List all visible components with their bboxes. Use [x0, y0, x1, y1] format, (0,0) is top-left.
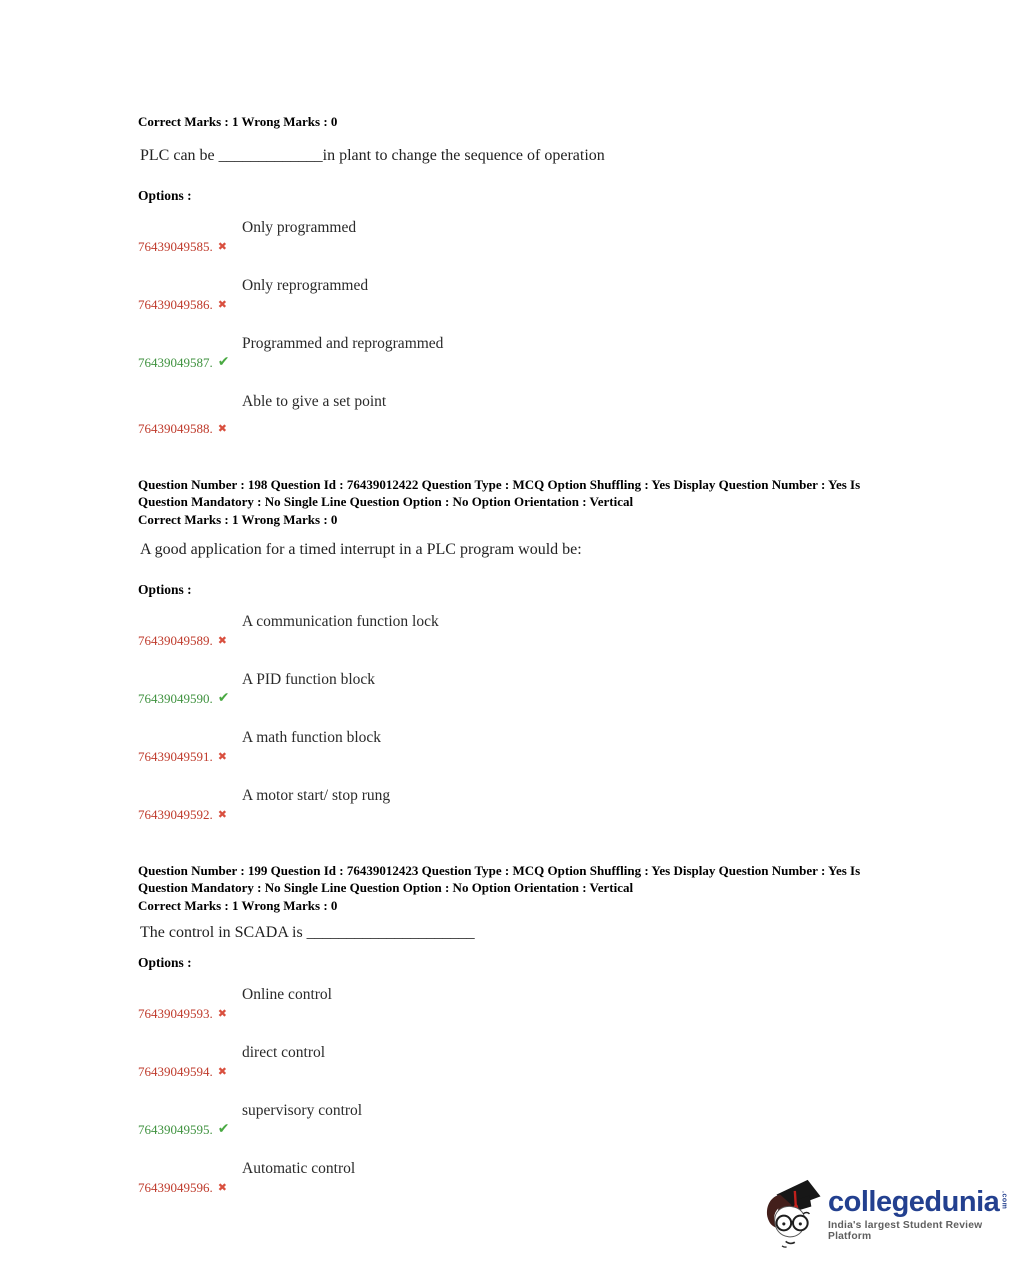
- cross-icon: ✖: [217, 1181, 227, 1194]
- option-label: Only reprogrammed: [242, 277, 369, 294]
- question-header-line2: Question Mandatory : No Single Line Question Option : No Option Orientation : Vertical: [138, 493, 634, 509]
- collegedunia-logo: [760, 1176, 1010, 1251]
- option-id-line: [138, 354, 928, 371]
- option-id-line: [138, 1121, 928, 1138]
- option-item: [138, 786, 928, 823]
- marks-line: Correct Marks : 1 Wrong Marks : 0: [138, 898, 338, 913]
- cross-icon: ✖: [217, 422, 227, 435]
- page-content: [138, 112, 928, 1217]
- options-label: Options :: [138, 188, 192, 203]
- option-label: Online control: [242, 986, 332, 1003]
- option-item: [138, 218, 928, 255]
- cross-icon: ✖: [217, 298, 227, 311]
- option-item: [138, 670, 928, 707]
- option-id: 76439049585.: [138, 239, 213, 254]
- option-item: [138, 276, 928, 313]
- question-block-199: [138, 863, 928, 1196]
- collegedunia-logo-text: [828, 1176, 1010, 1242]
- option-id-line: [138, 1005, 928, 1022]
- option-id: 76439049590.: [138, 691, 213, 706]
- option-label: direct control: [242, 1044, 326, 1061]
- check-icon: ✔: [217, 354, 230, 370]
- option-id: 76439049593.: [138, 1006, 213, 1021]
- option-item: [138, 1101, 928, 1138]
- option-id: 76439049586.: [138, 297, 213, 312]
- option-label: Automatic control: [242, 1160, 356, 1177]
- collegedunia-com-suffix: .com: [1000, 1191, 1008, 1210]
- question-header-line1: Question Number : 199 Question Id : 76439012423 Question Type : MCQ Option Shuffling : Yes Display Question Number : Yes Is: [138, 863, 861, 878]
- collegedunia-tagline: India's largest Student Review Platform: [828, 1220, 983, 1242]
- cross-icon: ✖: [217, 1007, 227, 1020]
- option-id-line: [138, 748, 928, 765]
- question-text: The control in SCADA is _____________________: [140, 924, 475, 941]
- collegedunia-mascot-icon: [760, 1176, 826, 1253]
- option-id: 76439049591.: [138, 749, 213, 764]
- option-id-line: [138, 1063, 928, 1080]
- option-label: A math function block: [242, 729, 382, 746]
- marks-line: Correct Marks : 1 Wrong Marks : 0: [138, 512, 338, 527]
- option-item: [138, 1043, 928, 1080]
- question-header: [138, 477, 928, 510]
- options-list: [138, 218, 928, 437]
- option-id-line: [138, 420, 928, 437]
- option-item: [138, 985, 928, 1022]
- option-id: 76439049596.: [138, 1180, 213, 1195]
- cross-icon: ✖: [217, 634, 227, 647]
- options-list: [138, 612, 928, 823]
- option-label: Programmed and reprogrammed: [242, 335, 444, 352]
- check-icon: ✔: [217, 690, 230, 706]
- cross-icon: ✖: [217, 808, 227, 821]
- question-block-198: [138, 477, 928, 823]
- option-item: [138, 334, 928, 371]
- option-id: 76439049589.: [138, 633, 213, 648]
- marks-line: Correct Marks : 1 Wrong Marks : 0: [138, 114, 338, 129]
- option-item: [138, 612, 928, 649]
- option-id: 76439049587.: [138, 355, 213, 370]
- option-id-line: [138, 632, 928, 649]
- question-text: A good application for a timed interrupt in a PLC program would be:: [140, 541, 582, 558]
- question-header-line2: Question Mandatory : No Single Line Question Option : No Option Orientation : Vertical: [138, 879, 634, 895]
- collegedunia-wordmark: collegedunia: [828, 1186, 1000, 1218]
- cross-icon: ✖: [217, 750, 227, 763]
- option-label: A motor start/ stop rung: [242, 787, 391, 804]
- option-id-line: [138, 806, 928, 823]
- options-label: Options :: [138, 582, 192, 597]
- option-item: [138, 392, 928, 437]
- question-header-line1: Question Number : 198 Question Id : 76439012422 Question Type : MCQ Option Shuffling : Yes Display Question Number : Yes Is: [138, 477, 861, 492]
- option-label: Only programmed: [242, 219, 357, 236]
- option-label: Able to give a set point: [242, 393, 387, 410]
- option-id-line: [138, 690, 928, 707]
- options-label: Options :: [138, 955, 192, 970]
- question-text: PLC can be _____________in plant to change the sequence of operation: [140, 147, 605, 164]
- option-id-line: [138, 296, 928, 313]
- option-id-line: [138, 238, 928, 255]
- option-id: 76439049588.: [138, 421, 213, 436]
- question-block-197: [138, 114, 928, 437]
- option-id: 76439049595.: [138, 1122, 213, 1137]
- option-label: supervisory control: [242, 1102, 363, 1119]
- options-list: [138, 985, 928, 1196]
- question-header: [138, 863, 928, 896]
- option-label: A PID function block: [242, 671, 376, 688]
- check-icon: ✔: [217, 1121, 230, 1137]
- option-item: [138, 728, 928, 765]
- cross-icon: ✖: [217, 240, 227, 253]
- option-id: 76439049594.: [138, 1064, 213, 1079]
- option-id: 76439049592.: [138, 807, 213, 822]
- cross-icon: ✖: [217, 1065, 227, 1078]
- option-label: A communication function lock: [242, 613, 439, 630]
